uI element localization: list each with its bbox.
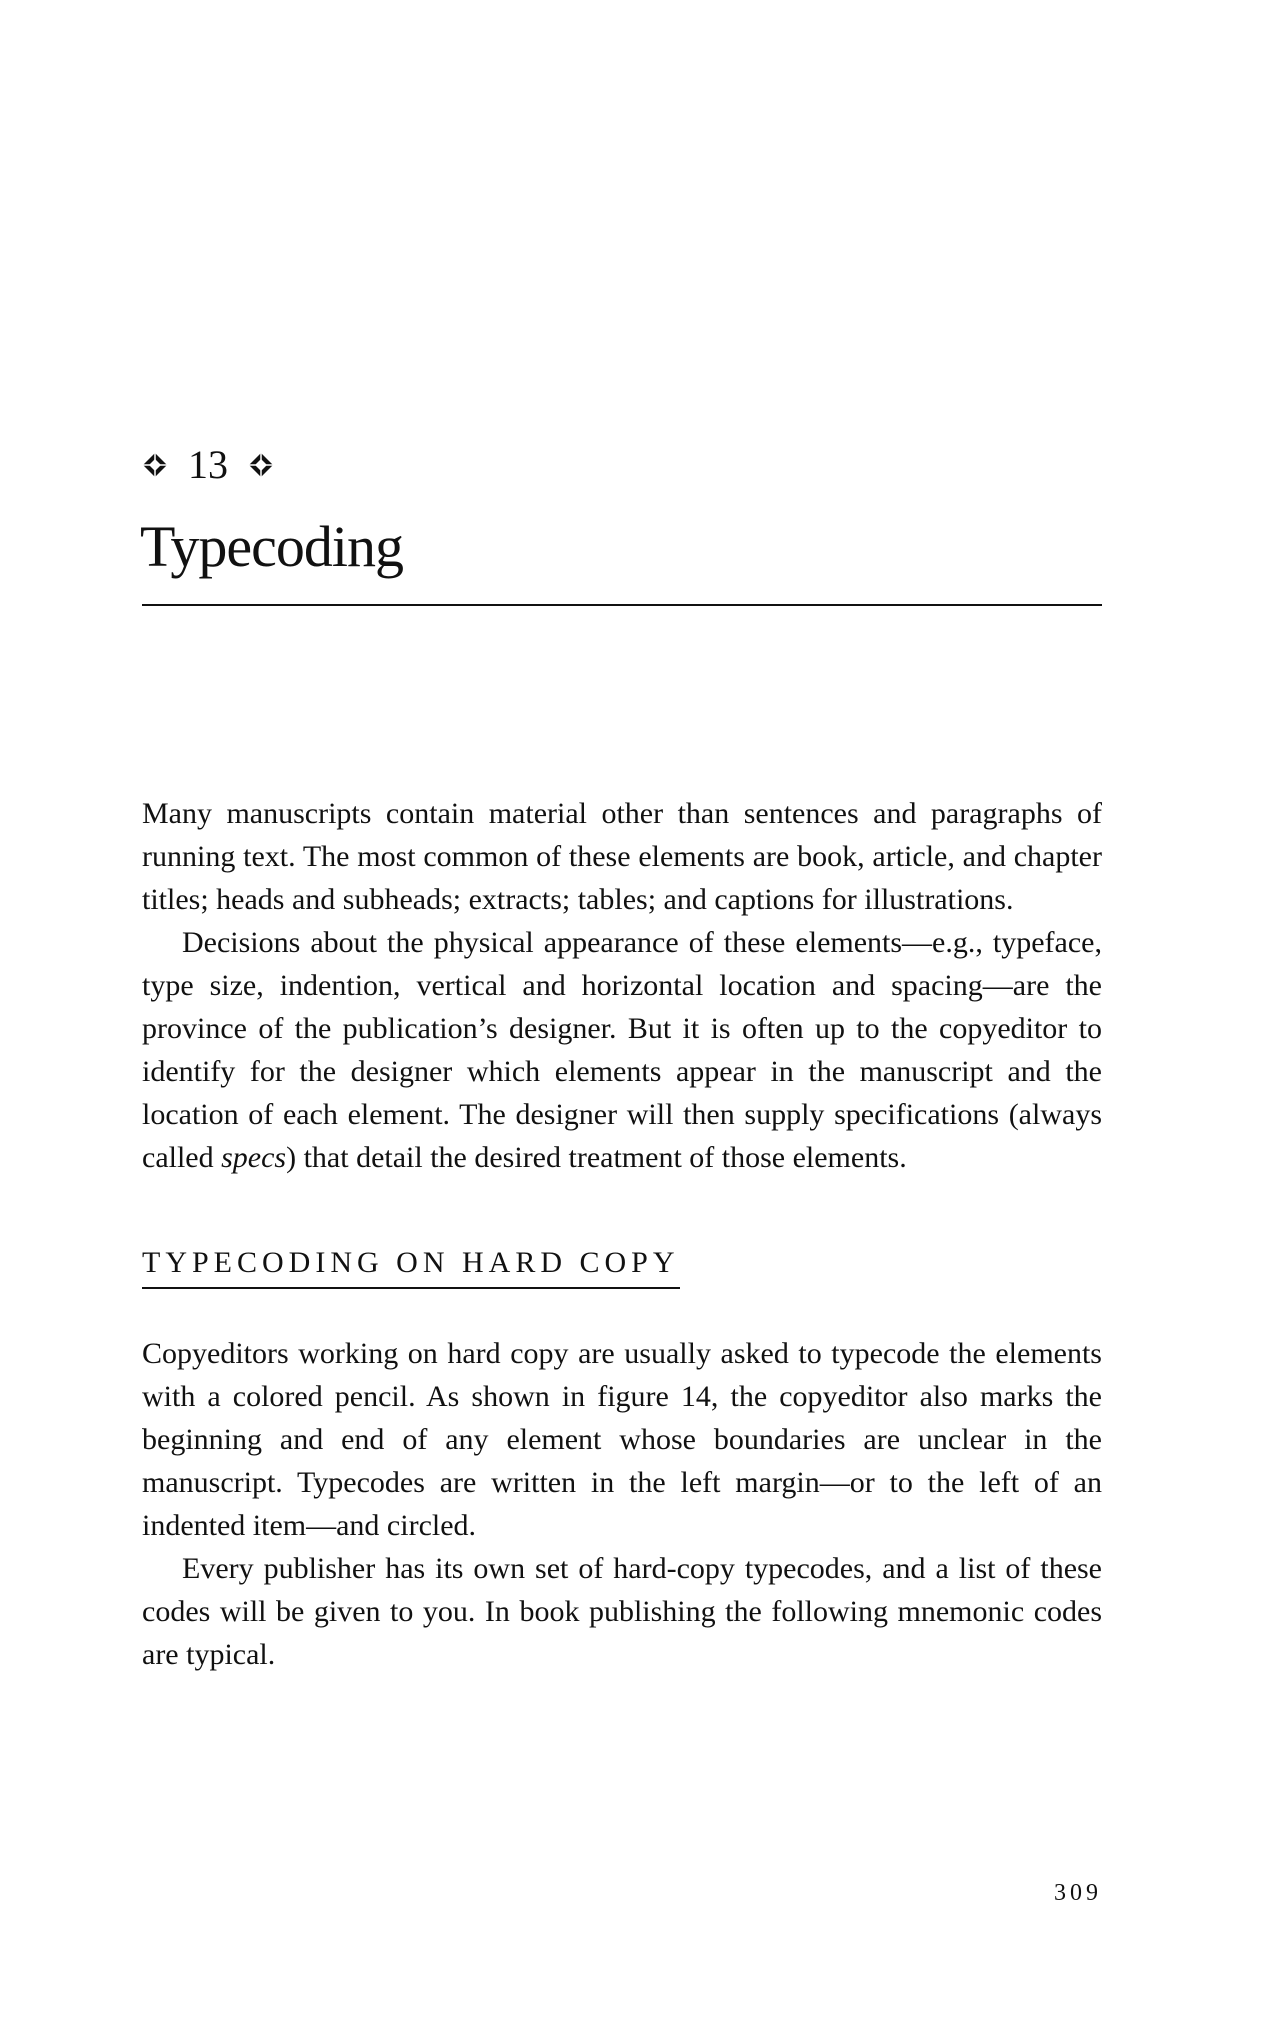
italic-term: specs (221, 1141, 287, 1174)
intro-paragraph-2-end: ) that detail the desired treatment of those elements. (286, 1141, 907, 1174)
section-text (142, 1332, 1102, 1676)
title-rule (142, 604, 1102, 606)
section-heading: TYPECODING ON HARD COPY (142, 1243, 680, 1289)
chapter-title: Typecoding (140, 514, 403, 579)
chapter-number: 13 (188, 442, 228, 487)
intro-text (142, 792, 1102, 1179)
section-paragraph-1: Copyeditors working on hard copy are usually asked to typecode the elements with a colored pencil. As shown in figure 14, the copyeditor also marks the beginning and end of any element whose boundaries are unclear in the manuscript. Typecodes are written in the left margin—or to the left of an indented item—and circled. (142, 1337, 1102, 1542)
intro-paragraph-1: Many manuscripts contain material other than sentences and paragraphs of running text. The most common of these elements are book, article, and chapter titles; heads and subheads; extracts; tables; and captions for illustrations. (142, 797, 1102, 916)
diamond-ornament-icon (142, 452, 168, 478)
section-paragraph-2: Every publisher has its own set of hard-copy typecodes, and a list of these codes will be given to you. In book publishing the following mnemonic codes are typical. (142, 1552, 1102, 1671)
page-number: 309 (1054, 1880, 1102, 1906)
diamond-ornament-icon (248, 452, 274, 478)
intro-paragraph-2 (142, 921, 1102, 1179)
intro-paragraph-2-text: Decisions about the physical appearance of these elements—e.g., typeface, type size, indention, vertical and horizontal location and spacing—are the province of the publication’s designer. But it is often up to the copyeditor to identify for the designer which elements appear in the manuscript and the location of each element. The designer will then supply specifications (always called (142, 926, 1102, 1174)
chapter-number-line (142, 440, 274, 490)
